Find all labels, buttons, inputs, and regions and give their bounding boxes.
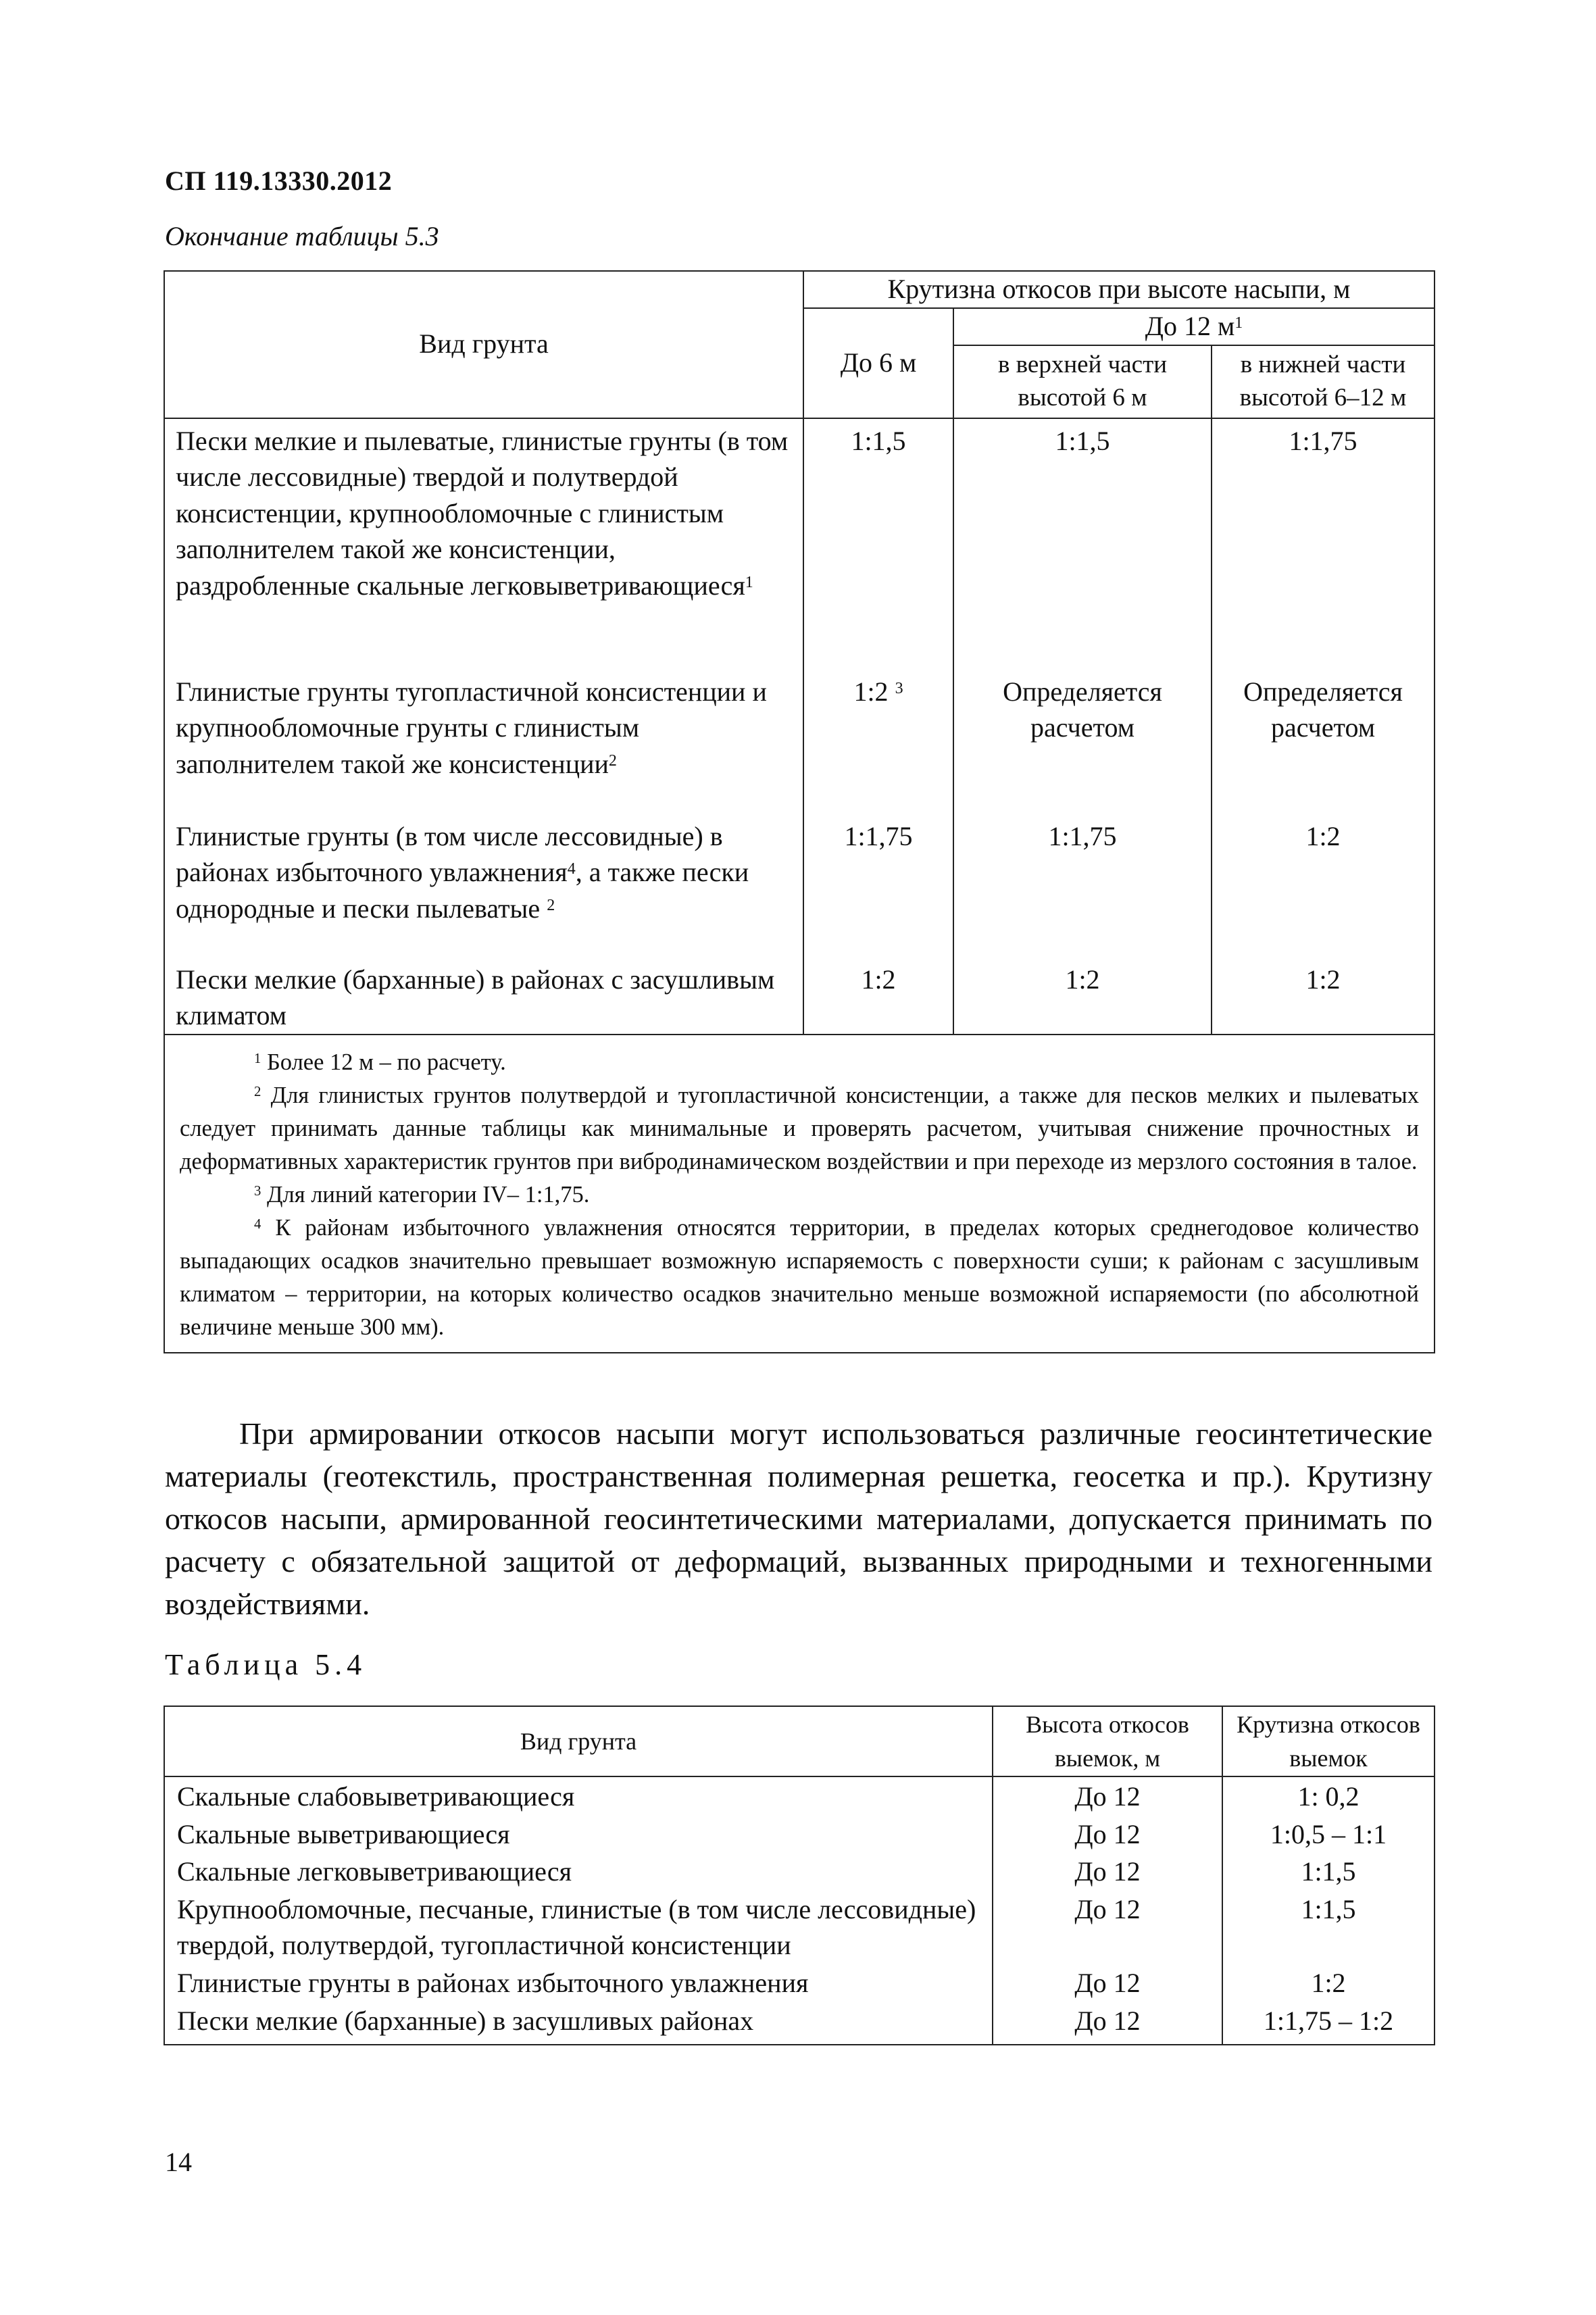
soil-cell: Глинистые грунты (в том числе лессовидные) в районах избыточного увлажнения$^4$, а также пески однородные и пески пылеватые $^2$ xyxy=(164,814,803,957)
header-cut-height: Высота откосов выемок, м xyxy=(993,1706,1222,1776)
value-to-6m: 1:1,75 xyxy=(803,814,953,957)
table-caption: Окончание таблицы 5.3 xyxy=(165,221,439,251)
soil-cell: Скальные выветривающиеся xyxy=(164,1815,993,1853)
table-notes xyxy=(164,1035,1435,1353)
slope-cell: 1: 0,2 xyxy=(1222,1776,1435,1815)
table-5-3 xyxy=(164,270,1435,1353)
value-upper: 1:1,75 xyxy=(953,814,1212,957)
height-cell: До 12 xyxy=(993,1776,1222,1815)
table-5-4 xyxy=(164,1706,1435,2045)
height-cell: До 12 xyxy=(993,1964,1222,2001)
table-row xyxy=(164,418,1435,670)
soil-cell: Пески мелкие (барханные) в районах с засушливым климатом xyxy=(164,957,803,1035)
height-cell: До 12 xyxy=(993,1890,1222,1964)
table-row xyxy=(164,2001,1435,2045)
table-row xyxy=(164,1964,1435,2001)
slope-cell: 1:0,5 – 1:1 xyxy=(1222,1815,1435,1853)
height-cell: До 12 xyxy=(993,1815,1222,1853)
value-upper: Определяется расчетом xyxy=(953,670,1212,814)
table-row xyxy=(164,1890,1435,1964)
height-cell: До 12 xyxy=(993,1852,1222,1890)
value-upper: 1:2 xyxy=(953,957,1212,1035)
value-upper: 1:1,5 xyxy=(953,418,1212,670)
table-row xyxy=(164,1852,1435,1890)
soil-cell: Скальные слабовыветривающиеся xyxy=(164,1776,993,1815)
soil-cell: Скальные легковыветривающиеся xyxy=(164,1852,993,1890)
footnote-3: $^3$ Для линий категории IV– 1:1,75. xyxy=(254,1181,590,1208)
page-number: 14 xyxy=(165,2147,192,2177)
height-cell: До 12 xyxy=(993,2001,1222,2045)
header-upper-part: в верхней части высотой 6 м xyxy=(953,345,1212,418)
footnote-1: $^1$ Более 12 м – по расчету. xyxy=(254,1049,506,1075)
footnote-2: $^2$ Для глинистых грунтов полутвердой и тугопластичной консистенции, а также для песков мелких и пылеватых следует принимать данные таблицы как минимальные и проверять расчетом, учитывая снижение прочностных и деформативных характеристик грунтов при вибродинамическом воздействии и при переходе из мерзлого состояния в талое. xyxy=(180,1082,1419,1174)
soil-cell: Крупнообломочные, песчаные, глинистые (в том числе лессовидные) твердой, полутвердой, тугопластичной консистенции xyxy=(164,1890,993,1964)
header-cut-slope: Крутизна откосов выемок xyxy=(1222,1706,1435,1776)
header-to-12m: До 12 $м^1$ xyxy=(953,308,1435,345)
slope-cell: 1:1,5 xyxy=(1222,1852,1435,1890)
table-row xyxy=(164,1776,1435,1815)
slope-cell: 1:2 xyxy=(1222,1964,1435,2001)
soil-cell: Пески мелкие и пылеватые, глинистые грунты (в том числе лессовидные) твердой и полутвердой консистенции, крупнообломочные с глинистым заполнителем такой же консистенции, раздробленные скальные легковыветривающиеся$^1$ xyxy=(164,418,803,670)
header-soil-type: Вид грунта xyxy=(164,1706,993,1776)
soil-cell: Глинистые грунты в районах избыточного увлажнения xyxy=(164,1964,993,2001)
footnote-4: $^4$ К районам избыточного увлажнения относятся территории, в пределах которых среднегодовое количество выпадающих осадков значительно превышает возможную испаряемость с поверхности суши; к районам с засушливым климатом – территории, на которых количество осадков значительно меньше возможной испаряемости (по абсолютной величине меньше 300 мм). xyxy=(180,1214,1419,1340)
soil-cell: Пески мелкие (барханные) в засушливых районах xyxy=(164,2001,993,2045)
value-to-6m: 1:2 $^3$ xyxy=(803,670,953,814)
value-to-6m: 1:1,5 xyxy=(803,418,953,670)
value-lower: 1:2 xyxy=(1212,957,1435,1035)
value-lower: 1:1,75 xyxy=(1212,418,1435,670)
header-lower-part: в нижней части высотой 6–12 м xyxy=(1212,345,1435,418)
slope-cell: 1:1,75 – 1:2 xyxy=(1222,2001,1435,2045)
soil-cell: Глинистые грунты тугопластичной консистенции и крупнообломочные грунты с глинистым заполнителем такой же консистенции$^2$ xyxy=(164,670,803,814)
value-lower: Определяется расчетом xyxy=(1212,670,1435,814)
slope-cell: 1:1,5 xyxy=(1222,1890,1435,1964)
table-row xyxy=(164,670,1435,814)
value-lower: 1:2 xyxy=(1212,814,1435,957)
table-row xyxy=(164,957,1435,1035)
header-slope-group: Крутизна откосов при высоте насыпи, м xyxy=(803,271,1435,308)
document-code: СП 119.13330.2012 xyxy=(165,166,393,196)
header-soil-type: Вид грунта xyxy=(164,271,803,418)
table-row xyxy=(164,1815,1435,1853)
table-5-4-title: Таблица 5.4 xyxy=(165,1648,367,1681)
body-paragraph: При армировании откосов насыпи могут использоваться различные геосинтетические материалы (геотекстиль, пространственная полимерная решетка, геосетка и пр.). Крутизну откосов насыпи, армированной геосинтетическими материалами, допускается принимать по расчету с обязательной защитой от деформаций, вызванных природными и техногенными воздействиями. xyxy=(165,1416,1432,1622)
value-to-6m: 1:2 xyxy=(803,957,953,1035)
notes-row xyxy=(164,1035,1435,1353)
header-to-6m: До 6 м xyxy=(803,308,953,418)
table-row xyxy=(164,814,1435,957)
